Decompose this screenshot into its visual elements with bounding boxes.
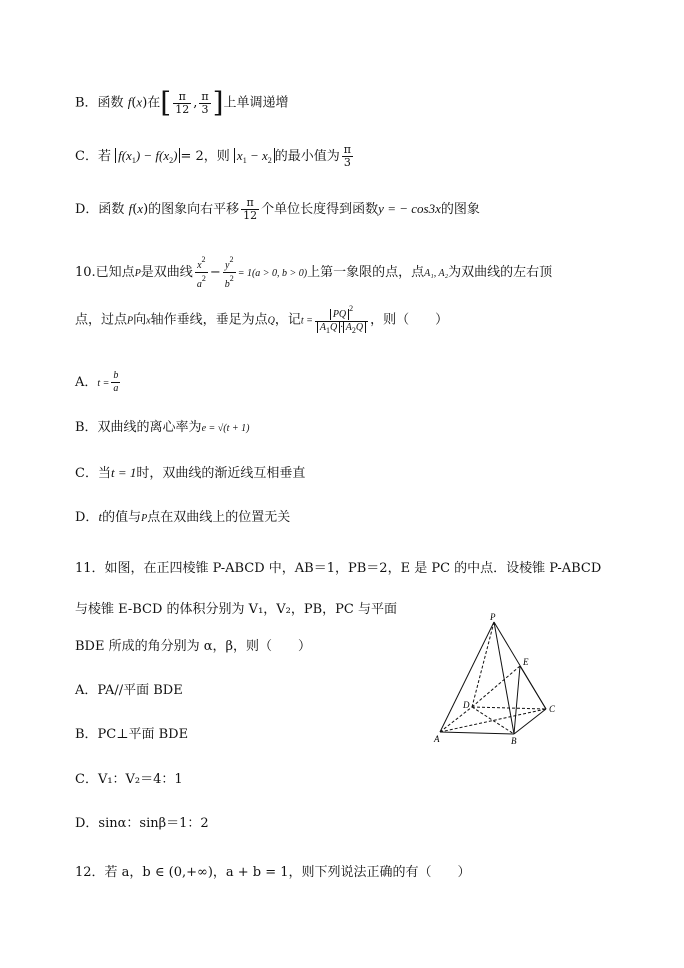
fraction: $\frac{\pi}{3}$ [343, 143, 351, 169]
q10-stem-line1: 10.已知点P是双曲线 $\frac{x^2}{a^2}$ − $\frac{y^2}{b^2}$ = 1(a > 0, b > 0)上第一象限的点，点A₁, A₂为双曲线的左右顶 [75, 255, 553, 290]
q11-stem-line1: 11．如图，在正四棱锥 P-ABCD 中，AB＝1，PB＝2，E 是 PC 的中点．设棱锥 P-ABCD [75, 561, 602, 576]
q11-stem-line3: BDE 所成的角分别为 α，β，则（ ） [75, 639, 312, 654]
q9-option-d: D．函数 f(x)的图象向右平移 $\frac{\pi}{12}$ 个单位长度得到函数y = − cos3x的图象 [75, 196, 480, 222]
edge-BE [514, 666, 520, 734]
label-P: P [490, 612, 496, 622]
q10-option-d: D．t的值与P点在双曲线上的位置无关 [75, 509, 291, 525]
fraction: $\frac{y^2}{b^2}$ [224, 255, 234, 290]
q10-option-c: C．当t = 1时，双曲线的渐近线互相垂直 [75, 465, 306, 481]
edge-EC [520, 666, 546, 709]
q11-stem-line2: 与棱锥 E-BCD 的体积分别为 V₁，V₂，PB，PC 与平面 [75, 602, 398, 617]
fraction: $\frac{\pi}{12}$ [175, 89, 190, 116]
q9-option-c: C．若 $f(x_1) - f(x_2) = 2$，则 $x_1 - x_2$ 的最小值为 $\frac{\pi}{3}$ [75, 143, 351, 169]
q10-option-b: B．双曲线的离心率为e = √(t + 1) [75, 420, 250, 435]
fraction: $\frac{\pi}{3}$ [201, 89, 209, 116]
edge-DE [472, 666, 520, 707]
q11-option-d: D．sinα：sinβ＝1：2 [75, 816, 209, 831]
q12-stem: 12．若 a，b ∈ (0,+∞)，a + b = 1，则下列说法正确的有（ ） [75, 865, 471, 880]
fraction: $\frac{b}{a}$ [113, 370, 119, 394]
q10-stem-line2: 点，过点P向x轴作垂线，垂足为点Q，记t = $\frac{PQ^2}{A_1Q \cdot A_2Q}$ ，则（ ） [75, 304, 449, 335]
label-D: D [463, 700, 470, 710]
label-B: B [511, 736, 517, 746]
pyramid-figure [430, 612, 570, 746]
q10-option-a: A．t = $\frac{b}{a}$ [75, 370, 119, 394]
fraction: $\frac{x^2}{a^2}$ [196, 255, 206, 290]
q11-option-b: B．PC⊥平面 BDE [75, 727, 189, 742]
edge-DB [472, 707, 514, 734]
label-A: A [434, 734, 440, 744]
edge-AC [440, 709, 546, 732]
label-E: E [523, 657, 529, 667]
q9-option-b: B．函数 f(x)在[ $\frac{\pi}{12}$ , $\frac{\pi}{3}$ ]上单调递增 [75, 86, 289, 119]
fraction: $\frac{PQ^2}{A_1Q \cdot A_2Q}$ [315, 303, 368, 337]
label-C: C [549, 704, 556, 714]
edge-PD [472, 622, 494, 707]
edge-AB [440, 732, 514, 734]
q11-option-c: C．V₁：V₂＝4：1 [75, 772, 183, 787]
q11-option-a: A．PA//平面 BDE [75, 683, 183, 698]
fraction: $\frac{\pi}{12}$ [243, 196, 258, 222]
